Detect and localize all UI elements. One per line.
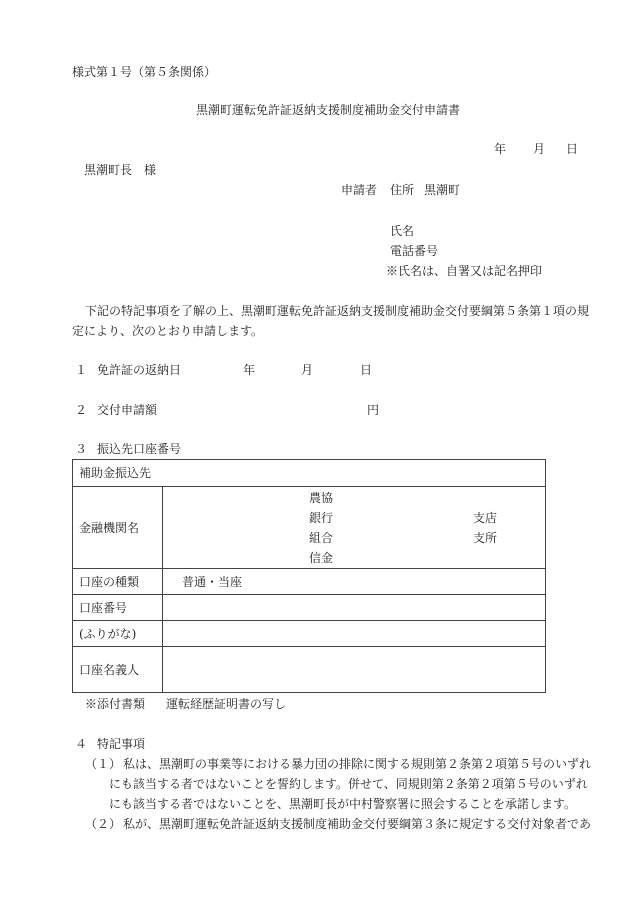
item1-day: 日 (360, 363, 373, 377)
account-type-value: 普通・当座 (182, 575, 243, 589)
holder-row (73, 646, 545, 692)
page-title: 黒潮町運転免許証返納支援制度補助金交付申請書 (196, 103, 461, 117)
clause1-number: （１） (85, 757, 122, 771)
intro-line-1: 下記の特記事項を了解の上、黒潮町運転免許証返納支援制度補助金交付要綱第５条第１項の規 (85, 304, 590, 318)
institution-type-ginkou: 銀行 (309, 511, 334, 525)
date-month: 月 (533, 142, 546, 156)
furigana-row (73, 620, 545, 646)
clause2-number: （２） (85, 817, 122, 831)
table-header-row (73, 460, 545, 486)
item1-year: 年 (243, 363, 256, 377)
account-type-row (73, 568, 545, 594)
intro-line-2: 定により、次のとおり申請します。 (72, 324, 264, 338)
clause2-line-1: 私が、黒潮町運転免許証返納支援制度補助金交付要綱第３条に規定する交付対象者であ (123, 817, 592, 831)
address-label: 住所 (390, 183, 415, 197)
item4-label: 特記事項 (97, 737, 146, 751)
signature-note: ※氏名は、自署又は記名押印 (386, 264, 543, 278)
clause1-line-1: 私は、黒潮町の事業等における暴力団の排除に関する規則第２条第２項第５号のいずれ (123, 757, 592, 771)
institution-type-noukyou: 農協 (309, 491, 334, 505)
addressee: 黒潮町長 様 (84, 163, 157, 177)
name-label: 氏名 (390, 224, 415, 238)
institution-type-shinkin: 信金 (309, 551, 334, 565)
account-number-row (73, 594, 545, 620)
branch-type-shisho: 支所 (473, 531, 498, 545)
attachment-label: ※添付書類 (85, 697, 146, 711)
item2-number: ２ (75, 403, 88, 417)
holder-label: 口座名義人 (79, 663, 140, 677)
date-day: 日 (566, 142, 579, 156)
table-header: 補助金振込先 (79, 466, 152, 480)
clause1-line-2: にも該当する者ではないことを誓約します。併せて、同規則第２条第２項第５号のいずれ (109, 777, 588, 791)
institution-label: 金融機関名 (79, 521, 140, 535)
bank-account-table (72, 459, 546, 693)
phone-label: 電話番号 (390, 244, 439, 258)
branch-type-shiten: 支店 (473, 511, 498, 525)
item3-label: 振込先口座番号 (97, 442, 182, 456)
applicant-label: 申請者 (341, 183, 378, 197)
account-type-label: 口座の種類 (79, 575, 140, 589)
account-number-label: 口座番号 (79, 601, 128, 615)
item2-unit: 円 (367, 403, 380, 417)
item1-month: 月 (301, 363, 314, 377)
attachment-value: 運転経歴証明書の写し (166, 697, 287, 711)
date-year: 年 (494, 142, 507, 156)
institution-type-kumiai: 組合 (309, 531, 334, 545)
furigana-label: (ふりがな) (79, 627, 137, 641)
clause1-line-3: にも該当する者ではないことを、黒潮町長が中村警察署に照会することを承諾します。 (109, 797, 577, 811)
item1-label: 免許証の返納日 (97, 363, 182, 377)
item3-number: ３ (75, 442, 88, 456)
address-value: 黒潮町 (424, 183, 461, 197)
item1-number: １ (75, 363, 88, 377)
institution-row (73, 486, 545, 568)
item4-number: ４ (75, 737, 88, 751)
item2-label: 交付申請額 (97, 403, 158, 417)
form-id: 様式第１号（第５条関係） (72, 65, 217, 79)
